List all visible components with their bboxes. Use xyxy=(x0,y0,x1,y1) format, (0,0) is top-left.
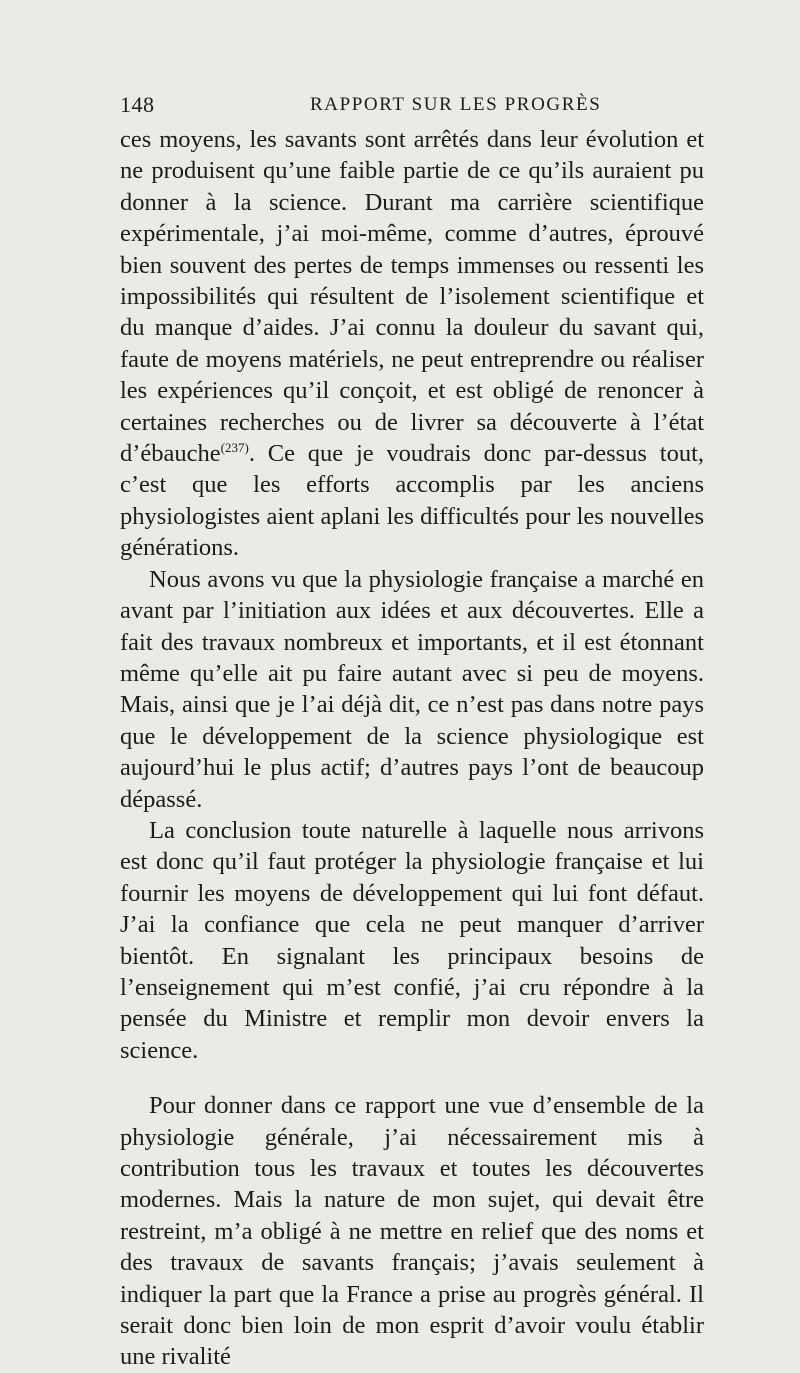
paragraph: Pour donner dans ce rapport une vue d’ensemble de la physiologie générale, j’ai nécessairement mis à contribution tous les travaux et toutes les découvertes modernes. Mais la nature de mon sujet, qui devait être restreint, m’a obligé à ne mettre en relief que des noms et des travaux de savants français; j’avais seulement à indiquer la part que la France a prise au progrès général. Il serait donc bien loin de mon esprit d’avoir voulu établir une rivalité xyxy=(120,1092,704,1371)
paragraph-continued xyxy=(120,124,704,564)
body-text xyxy=(120,124,704,1373)
paragraph: Nous avons vu que la physiologie française a marché en avant par l’initiation aux idées et aux découvertes. Elle a fait des travaux nombreux et importants, et il est étonnant même qu’elle ait pu faire autant avec si peu de moyens. Mais, ainsi que je l’ai déjà dit, ce n’est pas dans notre pays que le développement de la science physiologique est aujourd’hui le plus actif; d’autres pays l’ont de beaucoup dépassé. xyxy=(120,565,704,813)
page-number: 148 xyxy=(120,92,155,117)
paragraph-text: . Ce que je voudrais donc par-dessus tout, c’est que les efforts accomplis par les anciens physiologistes aient aplani les difficultés pour les nouvelles générations. xyxy=(120,440,704,562)
page-header xyxy=(120,92,704,118)
paragraph: La conclusion toute naturelle à laquelle nous arrivons est donc qu’il faut protéger la physiologie française et lui fournir les moyens de développement qui lui font défaut. J’ai la confiance que cela ne peut manquer d’arriver bientôt. En signalant les principaux besoins de l’enseignement qui m’est confié, j’ai cru répondre à la pensée du Ministre et remplir mon devoir envers la science. xyxy=(120,816,704,1064)
footnote-reference: (237) xyxy=(220,440,249,456)
paragraph-text: ces moyens, les savants sont arrêtés dans leur évolution et ne produisent qu’une faible partie de ce qu’ils auraient pu donner à la science. Durant ma carrière scientifique expérimentale, j’ai moi-même, comme d’autres, éprouvé bien souvent des pertes de temps immenses ou ressenti les impossibilités qui résultent de l’isolement scientifique et du manque d’aides. J’ai connu la douleur du savant qui, faute de moyens matériels, ne peut entreprendre ou réaliser les expériences qu’il conçoit, et est obligé de renoncer à certaines recherches ou de livrer sa découverte à l’état d’ébauche xyxy=(120,126,704,468)
running-title: RAPPORT SUR LES PROGRÈS xyxy=(310,94,602,115)
